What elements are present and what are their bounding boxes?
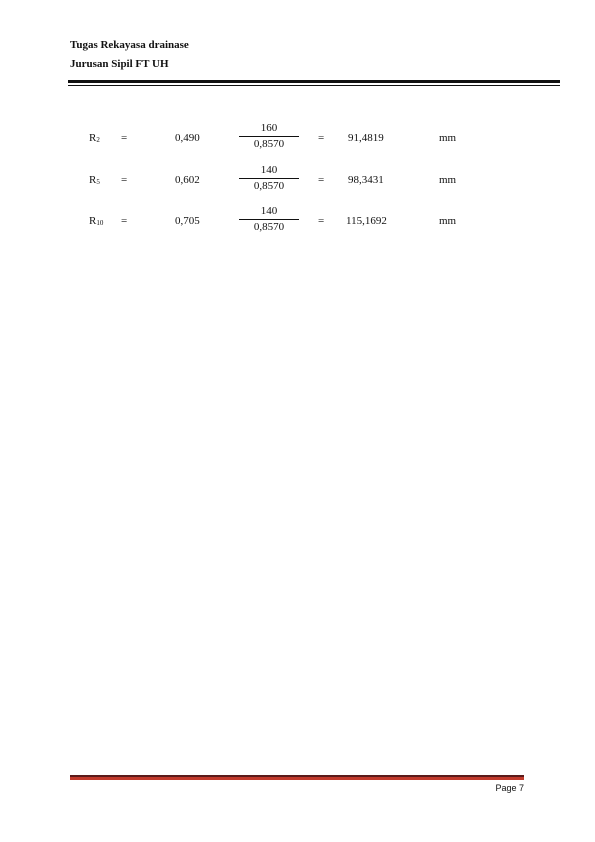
equation-equals-sign: =: [318, 174, 325, 186]
page-number: Page 7: [495, 783, 524, 793]
fraction-numerator: 140: [260, 164, 278, 176]
header-department: Jurusan Sipil FT UH: [70, 58, 169, 70]
equation-symbol: $R_2$: [89, 132, 100, 144]
equation-subscript: 5: [96, 178, 100, 186]
equation-symbol: $R_{10}$: [89, 215, 104, 227]
equation-unit: mm: [439, 174, 457, 186]
equation-result: 115,1692: [346, 215, 387, 227]
equation-fraction: [239, 122, 299, 151]
equation-fraction: [239, 164, 299, 193]
header-title: Tugas Rekayasa drainase: [70, 39, 189, 51]
equation-row-r2: [0, 122, 595, 156]
equation-result: 91,4819: [348, 132, 384, 144]
header-rule-thin: [68, 85, 560, 86]
equation-unit: mm: [439, 132, 457, 144]
equation-equals-sign: =: [121, 174, 128, 186]
equation-equals-sign: =: [318, 215, 325, 227]
equation-symbol: $R_5$: [89, 174, 100, 186]
fraction-numerator: 140: [260, 205, 278, 217]
document-header: [70, 36, 189, 74]
equation-equals-sign: =: [318, 132, 325, 144]
equation-subscript: 10: [96, 219, 104, 227]
equation-equals-sign: =: [121, 215, 128, 227]
equation-row-r10: [0, 205, 595, 239]
equation-coefficient: 0,705: [175, 215, 200, 227]
fraction-denominator: 0,8570: [253, 221, 285, 233]
equation-fraction: [239, 205, 299, 234]
equation-unit: mm: [439, 215, 457, 227]
equation-result: 98,3431: [348, 174, 384, 186]
equation-coefficient: 0,490: [175, 132, 200, 144]
equation-subscript: 2: [96, 136, 100, 144]
equation-equals-sign: =: [121, 132, 128, 144]
equation-coefficient: 0,602: [175, 174, 200, 186]
header-rule-thick: [68, 80, 560, 83]
fraction-numerator: 160: [260, 122, 278, 134]
fraction-denominator: 0,8570: [253, 138, 285, 150]
footer-rule-red: [70, 777, 524, 780]
equation-row-r5: [0, 164, 595, 198]
fraction-denominator: 0,8570: [253, 180, 285, 192]
